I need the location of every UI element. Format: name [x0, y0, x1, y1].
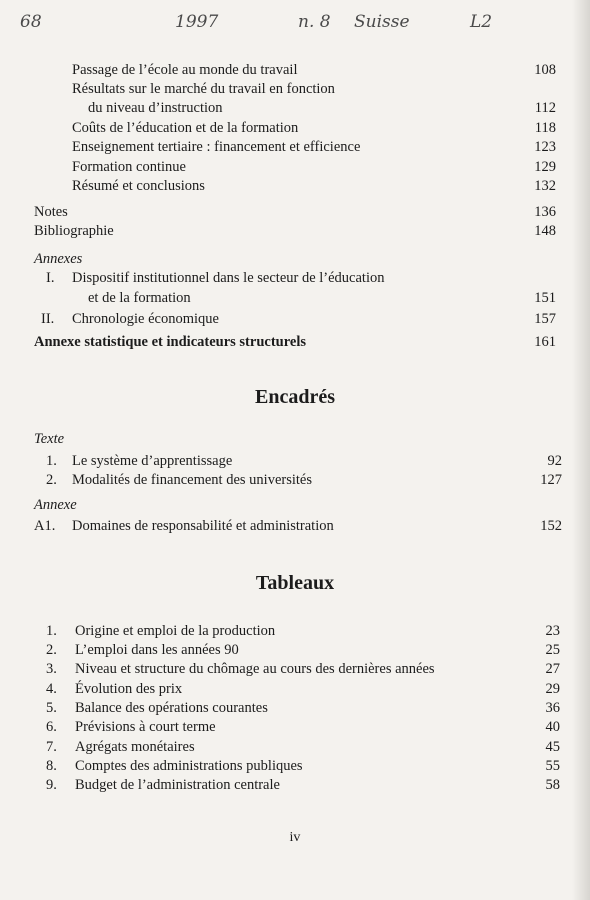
toc-entry: Enseignement tertiaire : financement et efficience	[72, 139, 361, 155]
toc-page: 148	[534, 223, 556, 239]
table-page: 25	[545, 642, 560, 658]
handwritten-note-number: 68	[20, 12, 42, 32]
table-page: 55	[545, 758, 560, 774]
table-number: 4.	[46, 681, 57, 697]
toc-page: 108	[534, 62, 556, 78]
table-page: 45	[545, 739, 560, 755]
table-entry: Origine et emploi de la production	[75, 623, 276, 639]
box-number: A1.	[34, 518, 56, 534]
table-page: 29	[545, 681, 560, 697]
encadres-annexe-label: Annexe	[34, 497, 77, 513]
table-entry: Budget de l’administration centrale	[75, 777, 280, 793]
annex-number: II.	[41, 311, 55, 327]
box-number: 1.	[46, 453, 57, 469]
table-page: 23	[545, 623, 560, 639]
toc-page: 129	[534, 159, 556, 175]
toc-entry: Passage de l’école au monde du travail	[72, 62, 298, 78]
table-number: 8.	[46, 758, 57, 774]
handwritten-note-issue: n. 8	[298, 12, 331, 32]
table-entry: Prévisions à court terme	[75, 719, 216, 735]
toc-entry: Résultats sur le marché du travail en fonction	[72, 81, 335, 97]
box-entry: Modalités de financement des universités	[72, 472, 312, 488]
table-number: 9.	[46, 777, 57, 793]
toc-page: 112	[534, 100, 556, 116]
statistical-annex-entry: Annexe statistique et indicateurs structurels	[34, 334, 306, 350]
page-edge-shadow	[572, 0, 590, 900]
statistical-annex-page: 161	[534, 334, 556, 350]
table-page: 36	[545, 700, 560, 716]
page-number-footer: iv	[289, 830, 301, 845]
table-entry: Balance des opérations courantes	[75, 700, 268, 716]
table-entry: L’emploi dans les années 90	[75, 642, 239, 658]
section-heading-encadres: Encadrés	[255, 386, 335, 408]
box-page: 127	[540, 472, 562, 488]
handwritten-note-country: Suisse	[354, 12, 410, 32]
box-page: 152	[540, 518, 562, 534]
table-number: 1.	[46, 623, 57, 639]
annex-entry: Dispositif institutionnel dans le secteur de l’éducation	[72, 270, 385, 286]
box-page: 92	[547, 453, 562, 469]
table-page: 40	[545, 719, 560, 735]
toc-entry: Résumé et conclusions	[72, 178, 205, 194]
encadres-texte-label: Texte	[34, 431, 65, 447]
box-entry: Domaines de responsabilité et administration	[72, 518, 334, 534]
annex-entry: Chronologie économique	[72, 311, 219, 327]
handwritten-note-year: 1997	[175, 12, 219, 32]
toc-page: 123	[534, 139, 556, 155]
annex-entry: et de la formation	[88, 290, 191, 306]
table-entry: Comptes des administrations publiques	[75, 758, 303, 774]
table-entry: Agrégats monétaires	[75, 739, 195, 755]
annex-page: 157	[534, 311, 556, 327]
table-entry: Niveau et structure du chômage au cours des dernières années	[75, 661, 435, 677]
toc-entry: Coûts de l’éducation et de la formation	[72, 120, 299, 136]
toc-page: 136	[534, 204, 556, 220]
table-number: 6.	[46, 719, 57, 735]
toc-entry: du niveau d’instruction	[88, 100, 223, 116]
annex-page: 151	[534, 290, 556, 306]
toc-page: 132	[534, 178, 556, 194]
table-page: 27	[545, 661, 560, 677]
table-number: 7.	[46, 739, 57, 755]
toc-entry-bibliography: Bibliographie	[34, 223, 114, 239]
table-number: 3.	[46, 661, 57, 677]
box-entry: Le système d’apprentissage	[72, 453, 233, 469]
table-number: 2.	[46, 642, 57, 658]
handwritten-note-code: L2	[470, 12, 493, 32]
table-number: 5.	[46, 700, 57, 716]
annexes-label: Annexes	[34, 251, 83, 267]
table-entry: Évolution des prix	[75, 681, 183, 697]
toc-entry: Formation continue	[72, 159, 186, 175]
table-page: 58	[545, 777, 560, 793]
toc-entry-notes: Notes	[34, 204, 68, 220]
toc-page: 118	[534, 120, 556, 136]
annex-number: I.	[46, 270, 55, 286]
box-number: 2.	[46, 472, 57, 488]
section-heading-tableaux: Tableaux	[255, 572, 335, 594]
